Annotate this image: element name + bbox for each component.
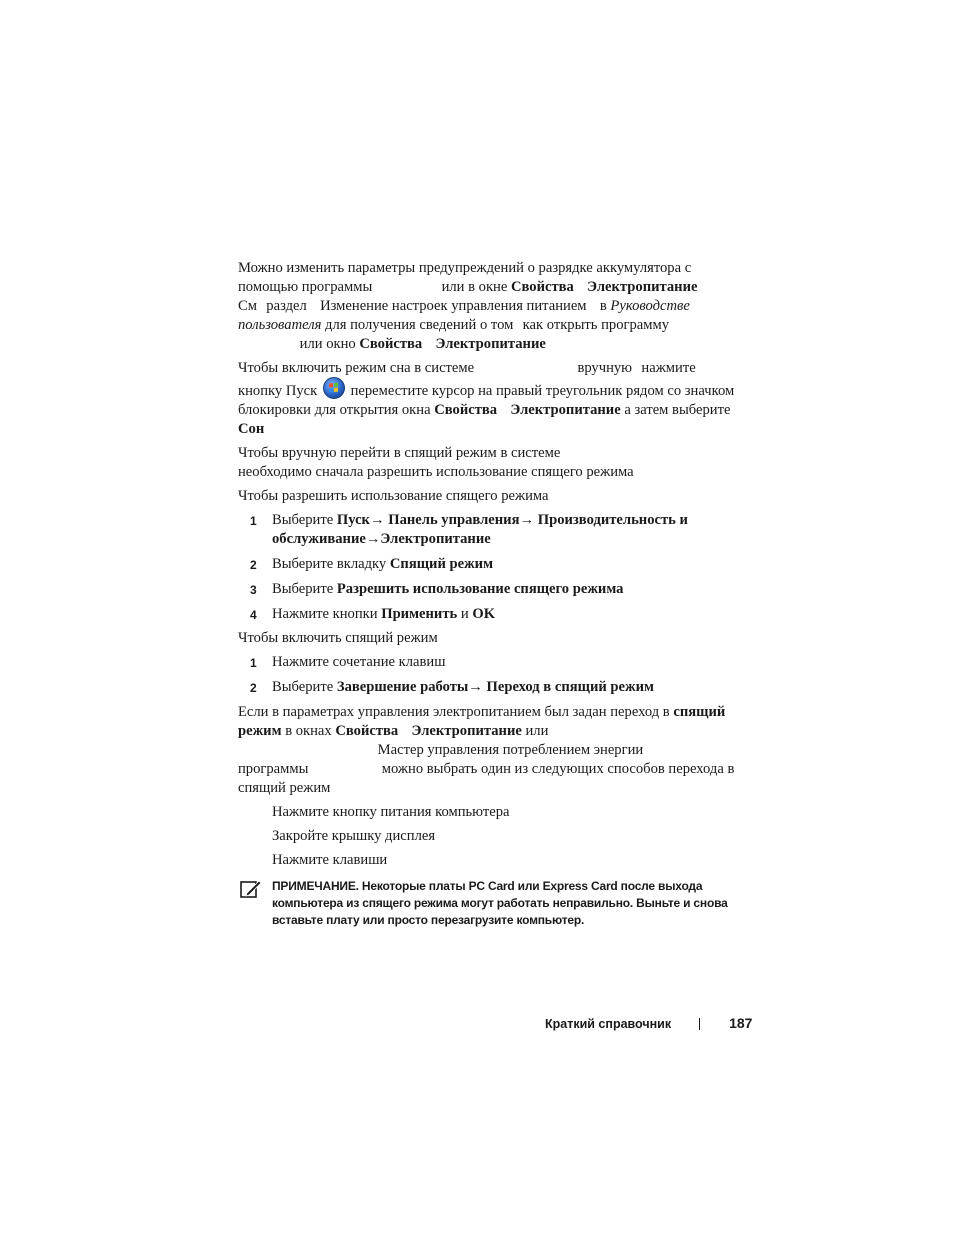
note-label: ПРИМЕЧАНИЕ. [272,879,359,894]
arrow-icon: → [365,530,381,547]
step-item [238,653,740,672]
step-item [238,605,740,624]
bold-term: Электропитание [587,278,698,295]
text: или окно [299,335,356,352]
text: Мастер управления потреблением энергии [377,741,644,758]
bold-term: Переход в спящий режим [486,679,654,696]
bold-term: Завершение работы [336,679,469,696]
bold-term: Электропитание [411,723,522,740]
bold-term: Пуск [336,511,370,528]
bold-term: Электропитание [435,335,546,352]
bold-term: Производительность и обслуживание [272,511,688,547]
text: Выберите [272,679,334,696]
steps-activate-hibernate [238,653,740,697]
bold-term: Свойства [359,335,423,352]
text: можно выбрать один из следующих способов перехода в спящий режим [238,760,735,796]
step-item [238,580,740,599]
page-number: 187 [729,1015,753,1031]
arrow-icon: → [519,511,535,528]
footer-section-title: Краткий справочник [545,1017,672,1031]
text: Выберите [272,511,334,528]
bold-term: спящий режим [238,704,726,740]
arrow-icon: → [468,679,483,696]
paragraph-hibernate-intro [238,444,740,482]
bold-term: Применить [381,605,458,622]
footer-divider [699,1018,700,1030]
text: Выберите [272,580,334,597]
step-number: 1 [250,513,257,528]
text: Нажмите кнопки [272,605,378,622]
bold-term: Сон [238,421,265,438]
page-footer [545,1015,753,1031]
step-item [238,511,740,549]
bold-term: Панель управления [388,511,520,528]
text: или в окне [441,278,508,295]
list-item: Нажмите клавиши [272,852,388,869]
paragraph-enable-hibernate: Чтобы разрешить использование спящего режима [238,487,549,504]
pencil-note-icon [240,879,262,899]
step-number: 1 [250,656,257,671]
bold-term: Электропитание [380,530,491,547]
bold-term: Свойства [434,402,498,419]
italic-reference: Руководстве пользователя [238,297,690,333]
step-number: 2 [250,557,257,572]
step-item [238,555,740,574]
text: а затем выберите [624,402,731,419]
text: См [238,297,257,314]
paragraph-battery-warnings [238,259,740,354]
bold-term: OK [472,605,496,622]
text: Выберите вкладку [272,555,387,572]
note-text: Некоторые платы PC Card или Express Card после выхода компьютера из спящего режима могут работать неправильно. Выньте и снова вставьте плату или просто перезагрузите компьютер. [272,879,728,928]
paragraph-sleep-mode [238,359,740,440]
text: в [599,297,607,314]
paragraph-activate-hibernate: Чтобы включить спящий режим [238,630,438,647]
windows-start-orb-icon [323,377,345,399]
text: нажмите кнопку Пуск [238,359,696,400]
note-block [238,878,740,929]
page-body [238,259,740,929]
step-number: 2 [250,681,257,696]
bold-term: Разрешить использование спящего режима [336,580,624,597]
bold-term: Спящий режим [389,555,494,572]
text: Можно изменить параметры предупреждений о разрядке аккумулятора с помощью программы [238,260,692,295]
text: вручную [577,359,633,376]
text: для получения сведений о том [325,316,514,333]
hibernate-methods-list [238,803,740,871]
text: Если в параметрах управления электропитанием был задан переход в [238,704,670,721]
list-item: Закройте крышку дисплея [272,828,436,845]
text: или [525,723,549,740]
text: Чтобы вручную перейти в спящий режим в системе [238,445,561,462]
arrow-icon: → [369,511,385,528]
text: как открыть программу [522,316,670,333]
text: программы [238,760,309,777]
text: раздел [266,297,307,314]
bold-term: Свойства [510,278,574,295]
bold-term: Свойства [335,723,399,740]
bold-term: Электропитание [510,402,621,419]
text: переместите курсор на правый треугольник рядом со значком блокировки для открытия окна [238,383,735,419]
paragraph-hibernate-options [238,703,740,798]
list-item: Нажмите кнопку питания компьютера [272,803,510,820]
step-item [238,678,740,697]
text: Нажмите сочетание клавиш [272,654,446,671]
step-number: 4 [250,607,257,622]
text: Изменение настроек управления питанием [320,297,587,314]
text: и [460,605,469,622]
text: Чтобы включить режим сна в системе [238,359,475,376]
step-number: 3 [250,582,257,597]
text: в окнах [285,723,332,740]
steps-enable-hibernate [238,511,740,624]
text: необходимо сначала разрешить использование спящего режима [238,464,634,481]
